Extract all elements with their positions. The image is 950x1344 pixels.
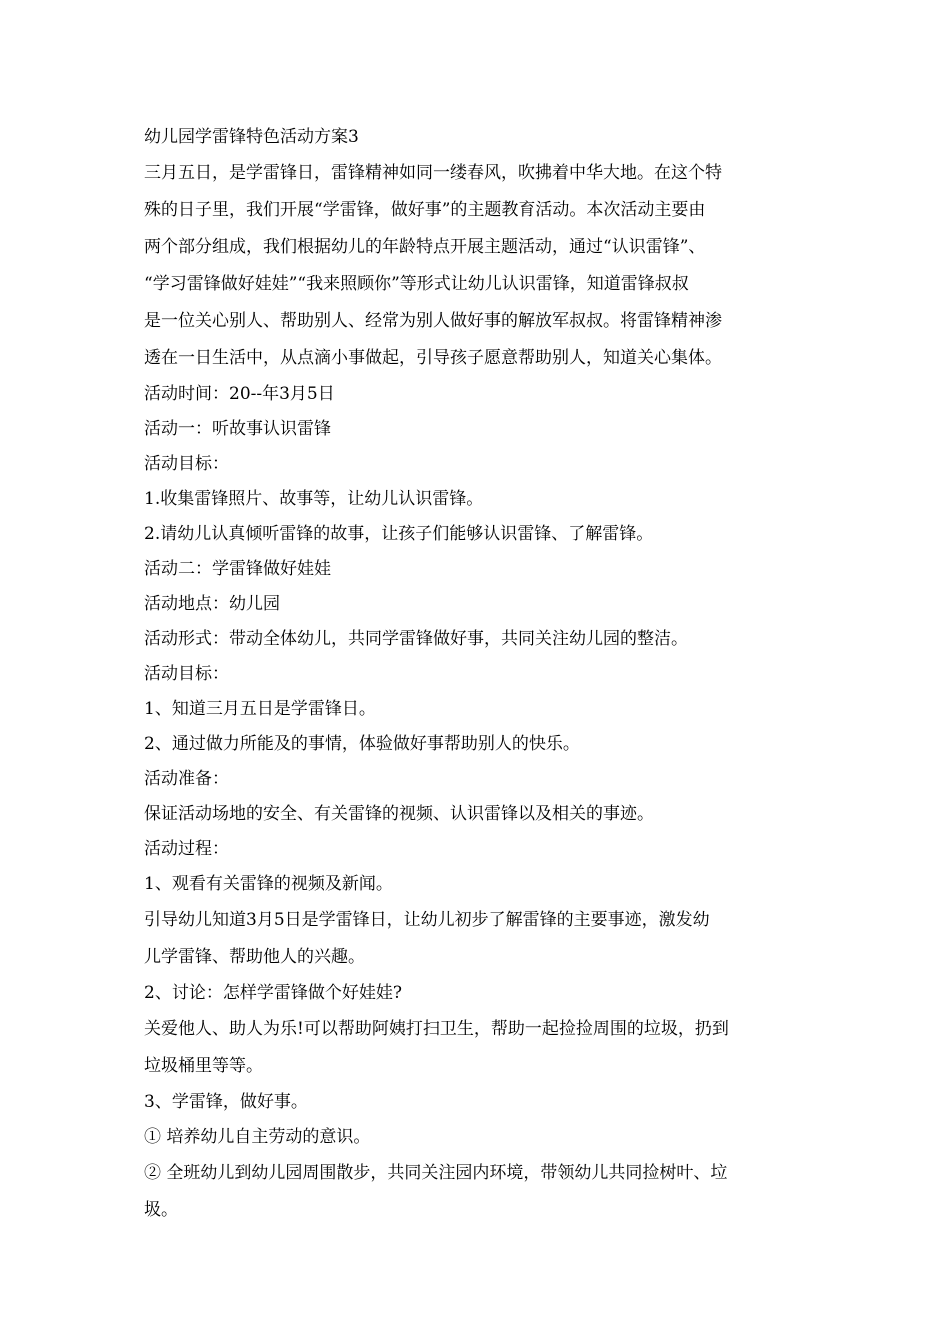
care-line: 关爱他人、助人为乐!可以帮助阿姨打扫卫生，帮助一起捡捡周围的垃圾，扔到 (144, 1019, 729, 1039)
intro-paragraph (144, 155, 810, 377)
goal-item: 2.请幼儿认真倾听雷锋的故事，让孩子们能够认识雷锋、了解雷锋。 (144, 524, 654, 544)
guide-paragraph (144, 902, 810, 976)
activity-prep-label: 活动准备： (144, 769, 229, 789)
activity-one-heading: 活动一：听故事认识雷锋 (144, 419, 331, 439)
goal-item: 1.收集雷锋照片、故事等，让幼儿认识雷锋。 (144, 489, 484, 509)
sub-item-line: 圾。 (144, 1200, 178, 1220)
care-line: 垃圾桶里等等。 (144, 1056, 263, 1076)
sub-item: ① 培养幼儿自主劳动的意识。 (144, 1127, 371, 1147)
intro-line: 透在一日生活中，从点滴小事做起，引导孩子愿意帮助别人，知道关心集体。 (144, 348, 722, 368)
guide-line: 儿学雷锋、帮助他人的兴趣。 (144, 947, 365, 967)
activity-time: 活动时间：20--年3月5日 (144, 384, 335, 404)
intro-line: 两个部分组成，我们根据幼儿的年龄特点开展主题活动，通过“认识雷锋”、 (144, 237, 706, 257)
activity-goals-label: 活动目标： (144, 664, 229, 684)
intro-line: 殊的日子里，我们开展“学雷锋，做好事”的主题教育活动。本次活动主要由 (144, 200, 706, 220)
goal-item: 1、知道三月五日是学雷锋日。 (144, 699, 376, 719)
document-page (144, 120, 810, 1229)
sub-item-line: ② 全班幼儿到幼儿园周围散步，共同关注园内环境，带领幼儿共同捡树叶、垃 (144, 1163, 728, 1183)
process-step: 1、观看有关雷锋的视频及新闻。 (144, 874, 393, 894)
guide-line: 引导幼儿知道3月5日是学雷锋日，让幼儿初步了解雷锋的主要事迹，激发幼 (144, 910, 710, 930)
document-title: 幼儿园学雷锋特色活动方案3 (144, 127, 359, 147)
sub-item-paragraph (144, 1155, 810, 1229)
activity-format: 活动形式：带动全体幼儿，共同学雷锋做好事，共同关注幼儿园的整洁。 (144, 629, 688, 649)
activity-location: 活动地点：幼儿园 (144, 594, 280, 614)
intro-line: 是一位关心别人、帮助别人、经常为别人做好事的解放军叔叔。将雷锋精神渗 (144, 311, 722, 331)
activity-prep-text: 保证活动场地的安全、有关雷锋的视频、认识雷锋以及相关的事迹。 (144, 804, 654, 824)
goal-item: 2、通过做力所能及的事情，体验做好事帮助别人的快乐。 (144, 734, 580, 754)
intro-line: 三月五日，是学雷锋日，雷锋精神如同一缕春风，吹拂着中华大地。在这个特 (144, 163, 722, 183)
activity-goals-label: 活动目标： (144, 454, 229, 474)
intro-line: “学习雷锋做好娃娃”“我来照顾你”等形式让幼儿认识雷锋，知道雷锋叔叔 (144, 274, 689, 294)
process-step: 3、学雷锋，做好事。 (144, 1092, 308, 1112)
care-paragraph (144, 1011, 810, 1085)
activity-process-label: 活动过程： (144, 839, 229, 859)
activity-two-heading: 活动二：学雷锋做好娃娃 (144, 559, 331, 579)
process-step: 2、讨论：怎样学雷锋做个好娃娃? (144, 983, 402, 1003)
